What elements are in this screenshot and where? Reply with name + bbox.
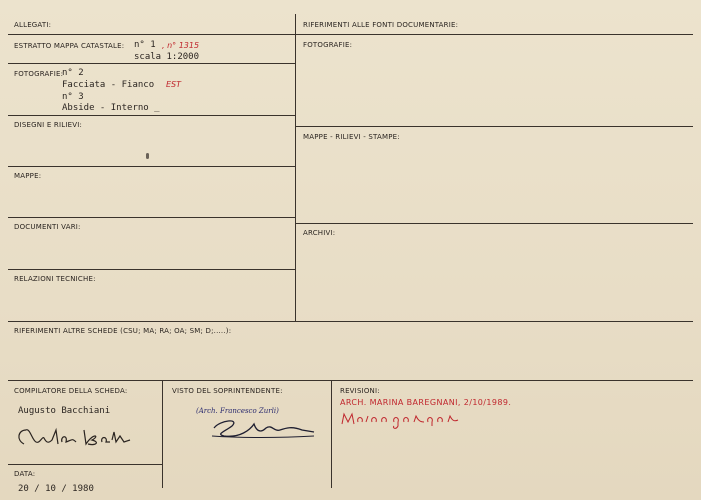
relazioni-label: RELAZIONI TECNICHE: <box>14 275 96 283</box>
rule-bottom-block <box>8 380 693 381</box>
revisioni-signature <box>338 408 468 430</box>
rule-fotografie <box>8 115 295 116</box>
rule-right-fotografie <box>295 126 693 127</box>
rule-documenti <box>8 269 295 270</box>
fotografie-line4: Abside - Interno _ <box>62 103 160 113</box>
data-label: DATA: <box>14 470 36 478</box>
right-fotografie-label: FOTOGRAFIE: <box>303 41 353 49</box>
allegati-label: ALLEGATI: <box>14 21 52 29</box>
archivi-label: ARCHIVI: <box>303 229 336 237</box>
disegni-label: DISEGNI E RILIEVI: <box>14 121 83 129</box>
rule-mappe <box>8 217 295 218</box>
right-mappe-label: MAPPE - RILIEVI - STAMPE: <box>303 133 400 141</box>
fotografie-label: FOTOGRAFIE: <box>14 70 64 78</box>
altre-schede-label: RIFERIMENTI ALTRE SCHEDE (CSU; MA; RA; OA; SM; D;.....): <box>14 327 232 335</box>
fotografie-line3: n° 3 <box>62 92 84 102</box>
estratto-label: ESTRATTO MAPPA CATASTALE: <box>14 42 125 50</box>
top-rule <box>8 34 693 35</box>
rule-relazioni <box>8 321 693 322</box>
mappe-label: MAPPE: <box>14 172 42 180</box>
compilatore-name: Augusto Bacchiani <box>18 406 111 416</box>
rule-disegni <box>8 166 295 167</box>
divider-compilatore <box>162 380 163 488</box>
visto-signature <box>210 416 320 442</box>
estratto-line2: scala 1:2000 <box>134 52 200 62</box>
visto-stamp: (Arch. Francesco Zurli) <box>196 407 279 415</box>
rule-estratto <box>8 63 295 64</box>
ink-speck <box>146 153 149 159</box>
fotografie-line1: n° 2 <box>62 68 84 78</box>
divider-visto <box>331 380 332 488</box>
riferimenti-label: RIFERIMENTI ALLE FONTI DOCUMENTARIE: <box>303 21 459 29</box>
estratto-line1-annotation: , n° 1315 <box>162 41 200 50</box>
rule-right-mappe <box>295 223 693 224</box>
documenti-label: DOCUMENTI VARI: <box>14 223 81 231</box>
fotografie-line2-annotation: EST <box>166 80 182 89</box>
visto-label: VISTO DEL SOPRINTENDENTE: <box>172 387 283 395</box>
data-value: 20 / 10 / 1980 <box>18 484 94 494</box>
rule-data <box>8 464 162 465</box>
compilatore-label: COMPILATORE DELLA SCHEDA: <box>14 387 128 395</box>
compilatore-signature <box>14 424 144 452</box>
revisioni-line1: ARCH. MARINA BAREGNANI, 2/10/1989. <box>340 398 512 407</box>
estratto-line1: n° 1 <box>134 40 156 50</box>
revisioni-label: REVISIONI: <box>340 387 380 395</box>
fotografie-line2: Facciata - Fianco <box>62 80 155 90</box>
center-divider <box>295 14 296 322</box>
